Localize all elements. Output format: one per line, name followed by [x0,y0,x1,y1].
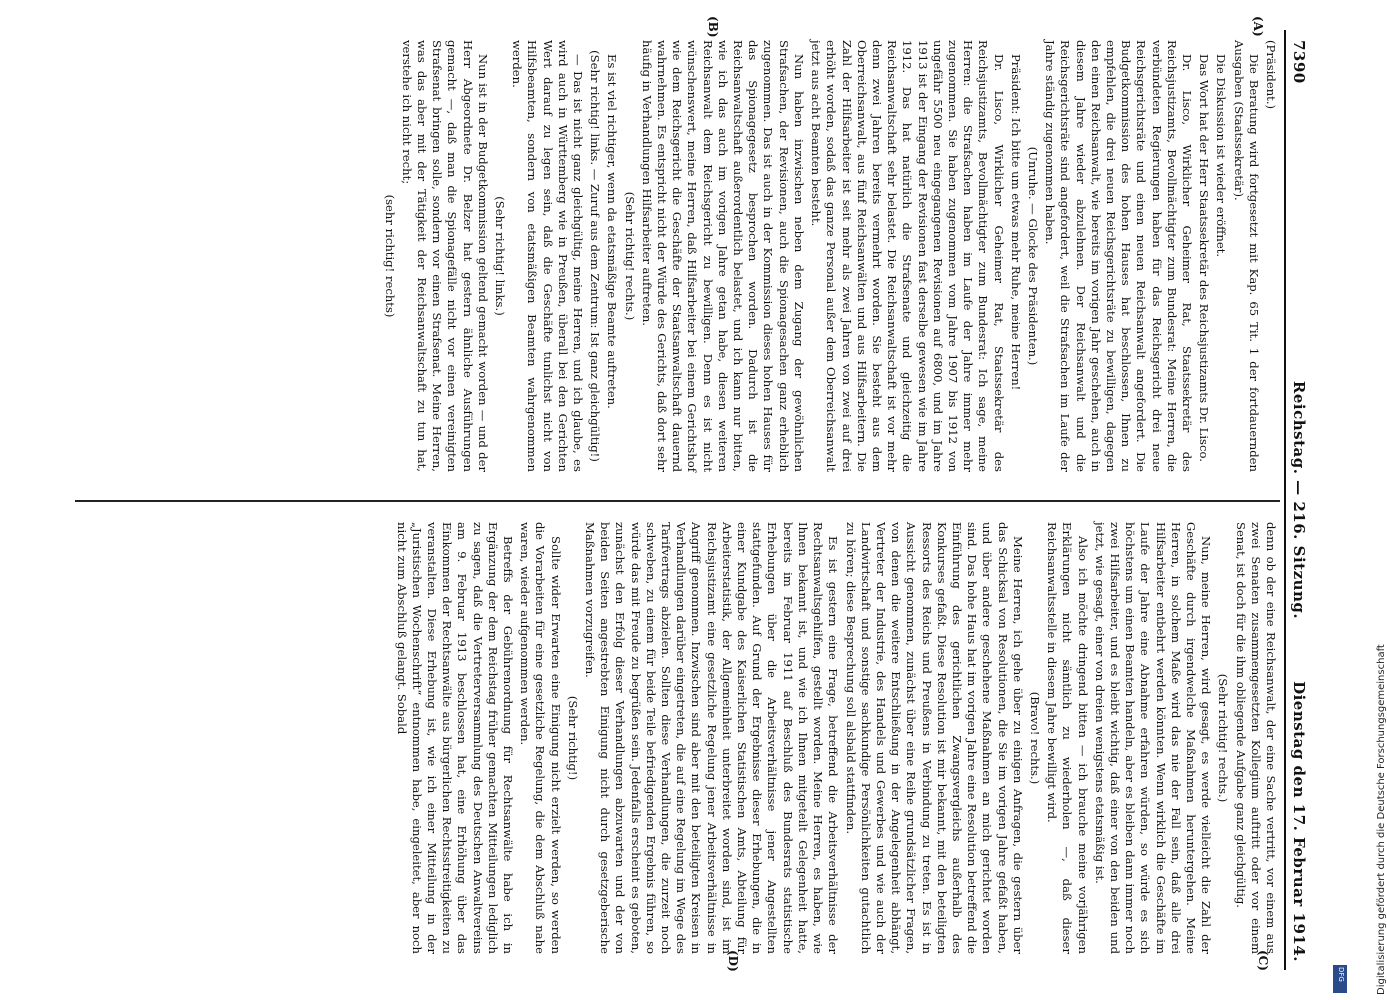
paragraph: denn ob der eine Reichsanwalt, der eine Sache vertritt, vor einem aus zwei Senaten zusammengesetzten Kollegium auftritt oder vor einem Senat, ist doch für die ihm obliegende Aufgabe ganz gleichgültig. [1233,522,1278,954]
paragraph: Nun ist in der Budgetkommission geltend gemacht worden — und der Herr Abgeordnete Dr. Belzer hat gestern ähnliche Ausführungen gemacht —, daß man die Spionagefälle nicht vor einen vereinigten Strafsenat bringen solle, sondern vor einen Strafsenat. Meine Herren, was das aber mit der Tätigkeit der Reichsanwaltschaft zu tun hat, verstehe ich nicht recht; [399,40,490,472]
session-title: Reichstag. — 216. Sitzung. [1290,380,1308,620]
paragraph: (Sehr richtig!) [565,695,580,781]
page-header [1288,30,1310,970]
session-date: Dienstag den 17. Februar 1914. [1290,681,1308,962]
margin-letter-a: (A) [1251,16,1265,37]
paragraph: Also ich möchte dringend bitten — ich brauche meine vorjährigen Erklärungen nicht sämtlich zu wiederholen —, daß dieser Reichsanwaltsstelle in diesem Jahre bewilligt wird. [1045,522,1090,954]
paragraph: Die Beratung wird fortgesetzt mit Kap. 65 Tit. 1 der fortdauernden Ausgaben (Staatssekretär). [1231,40,1261,472]
document-page [70,16,1310,972]
paragraph: Das Wort hat der Herr Staatssekretär des Reichsjustizamts Dr. Lisco. [1197,54,1212,462]
paragraph: Meine Herren, ich gehe über zu einigen Anfragen, die gestern über das Schicksal von Resolutionen, die Sie im vorigen Jahre gefaßt haben, und über andere geschehene Maßnahmen an mich gerichtet worden sind. Das hohe Haus hat im vorigen Jahre eine Resolution betreffend die Einführung des gerichtlichen Zwangsvergleichs außerhalb des Konkurses gefaßt. Diese Resolution ist mir bekannt, mit den beteiligten Ressorts des Reichs und Preußens in Verbindung zu treten. Es ist in Aussicht genommen, zunächst über eine Reihe grundsätzlicher Fragen, von denen die weitere Entschließung in der Angelegenheit abhängt, Vertreter der Industrie, des Handels und Gewerbes und wie auch der Landwirtschaft und sonstige sachkundige Persönlichkeiten gutachtlich zu hören; diese Besprechung soll alsbald stattfinden. [843,522,1025,954]
paragraph: Betreffs der Gebührenordnung für Rechtsanwälte habe ich in Ergänzung der dem Reichstag früher gemachten Mitteilungen lediglich zu sagen, daß die Vertreterversammlung des Deutschen Anwaltvereins am 9. Februar 1913 beschlossen hat, eine Erhöhung über das Einkommen der Rechtsanwälte aus bürgerlichen Rechtsstreitigkeiten zu veranstalten. Diese Erhebung ist, wie ich einer Mitteilung in der „Juristischen Wochenschrift“ entnommen habe, eingeleitet, aber noch nicht zum Abschluß gelangt. Sobald [394,522,516,954]
margin-letter-b: (B) [706,16,720,38]
left-text-column [78,40,1278,472]
digitization-credit: Digitalisierung gefördert durch die Deutsche Forschungsgemeinschaft [1376,644,1387,995]
paragraph: — Das ist nicht ganz gleichgültig, meine Herren, und ich glaube, es wird auch in Württemberg wie in Preußen, überall bei den Gerichten Wert darauf zu legen sein, daß die Geschäfte tunlichst nicht von Hilfsbeamten, sondern von etatsmäßigen Beamten wahrgenommen werden. [510,40,586,472]
digitization-note [1328,0,1387,1000]
right-text-column [78,522,1278,954]
dfg-logo-text: DFG [1337,967,1345,982]
header-rule [1284,30,1286,970]
page-number: 7390 [1290,40,1308,84]
paragraph: (Sehr richtig! rechts.) [622,191,637,321]
paragraph: (Präsident.) [1264,40,1278,110]
paragraph: (Bravo! rechts.) [1027,691,1042,785]
paragraph: (Sehr richtig! rechts.) [1216,673,1231,803]
paragraph: (Sehr richtig! links. — Zuruf aus dem Zentrum: Ist ganz gleichgültig!) [588,50,603,462]
paragraph: Es ist gestern eine Frage, betreffend die Arbeitsverhältnisse der Rechtsanwaltsgehilfen, gestellt worden. Meine Herren, es haben, wie Ihnen bekannt ist, und wie ich Ihnen mitgeteilt Gelegenheit hatte, bereits im Februar 1911 auf Beschluß des Bundesrats statistische Erhebungen über die Arbeitsverhältnisse jener Angestellten stattgefunden. Auf Grund der Ergebnisse dieser Erhebungen, die in einer Kundgabe des Kaiserlichen Statistischen Amts, Abteilung für Arbeiterstatistik, der Allgemeinheit unterbreitet worden sind, ist im Reichsjustizamt eine gesetzliche Regelung jener Arbeitsverhältnisse in Angriff genommen. Inzwischen sind aber mit den beteiligten Kreisen in Verhandlungen darüber eingetreten, die auf eine Regelung im Wege des Tarifvertrags abzielen. Sollten diese Verhandlungen, die zurzeit noch schweben, zu einem für beide Teile befriedigenden Ergebnis führen, so würde das mit Freude zu begrüßen sein. Jedenfalls erscheint es geboten, zunächst den Erfolg dieser Verhandlungen abzuwarten und der von beiden Seiten angestrebten Einigung nicht durch gesetzgeberische Maßnahmen vorzugreifen. [583,522,841,954]
paragraph: Nun, meine Herren, wird gesagt, es werde vielleicht die Zahl der Geschäfte durch irgendwelche Maßnahmen heruntergehen. Meine Herren, in solchem Maße wird das nie der Fall sein, daß alle drei Hilfsarbeiter entbehrt werden könnten. Wenn wirklich die Geschäfte im Laufe der Jahre eine Abnahme erfahren würden, so würde es sich höchstens um einen Beamten handeln, aber es bleiben dann immer noch zwei Hilfsarbeiter, und es bleibt wichtig, daß einer von den beiden und jetzt, wie gesagt, einer von dreien wenigstens etatsmäßig ist. [1092,522,1214,954]
paragraph: Die Diskussion ist wieder eröffnet. [1214,54,1229,258]
margin-letter-c: (C) [1256,950,1270,971]
paragraph: (Unruhe. — Glocke des Präsidenten.) [1025,146,1040,366]
paragraph: Sollte wider Erwarten eine Einigung nicht erzielt werden, so werden die Vorarbeiten für eine gesetzliche Regelung, die dem Abschluß nahe waren, wieder aufgenommen werden. [518,522,563,954]
paragraph: Nun haben inzwischen neben dem Zugang der gewöhnlichen Strafsachen, der Revisionen, auch die Spionagesachen ganz erheblich zugenommen. Das ist auch in der Kommission dieses hohen Hauses für das Spionagegesetz besprochen worden. Dadurch ist die Reichsanwaltschaft außerordentlich belastet, und ich kann nur bitten, wie ich das auch im vorigen Jahre getan habe, diesen weiteren Reichsanwalt dem Reichsgericht zu bewilligen. Denn es ist nicht wünschenswert, meine Herren, daß Hilfsarbeiter bei einem Gerichtshof wie dem Reichsgericht die Geschäfte der Staatsanwaltschaft dauernd wahrnehmen. Es entspricht nicht der Würde des Gerichts, daß dort sehr häufig in Verhandlungen Hilfsarbeiter auftreten. [639,40,806,472]
paragraph: Dr. Lisco, Wirklicher Geheimer Rat, Staatssekretär des Reichsjustizamts, Bevollmächtigter zum Bundesrat: Ich sage, meine Herren: die Strafsachen haben im Laufe der Jahre immer mehr zugenommen. Sie haben zugenommen vom Jahre 1907 bis 1912 von ungefähr 5500 neu eingegangenen Revisionen auf 6800, und im Jahre 1913 ist der Eingang der Revisionen fast derselbe gewesen wie im Jahre 1912. Das hat natürlich die Strafsenate und gleichzeitig die Reichsanwaltschaft sehr belastet. Die Reichsanwaltschaft ist vor mehr denn zwei Jahren bereits vermehrt worden. Sie besteht aus dem Oberreichsanwalt, aus fünf Reichsanwälten und aus Hilfsarbeitern. Die Zahl der Hilfsarbeiter ist seit mehr als zwei Jahren von zwei auf drei erhöht worden, sodaß das ganze Personal außer dem Oberreichsanwalt jetzt aus acht Beamten besteht. [809,40,1006,472]
rotated-page-scan [70,16,1310,972]
paragraph: (Sehr richtig! links.) [493,196,508,316]
paragraph: Dr. Lisco, Wirklicher Geheimer Rat, Staatssekretär des Reichsjustizamts, Bevollmächtigter zum Bundesrat: Meine Herren, die verbündeten Regierungen haben für das Reichsgericht drei neue Reichsgerichtsräte und einen neuen Reichsanwalt angefordert. Die Budgetkommission des hohen Hauses hat beschlossen, Ihnen zu empfehlen, die drei neuen Reichsgerichtsräte zu bewilligen, dagegen den einen Reichsanwalt, wie bereits im vorigen Jahr geschehen, auch in diesem Jahre wieder abzulehnen. Der Reichsanwalt und die Reichsgerichtsräte sind angefordert, weil die Strafsachen im Laufe der Jahre ständig zugenommen haben. [1043,40,1194,472]
paragraph: Präsident: Ich bitte um etwas mehr Ruhe, meine Herren! [1008,54,1023,391]
column-divider [75,500,1280,502]
margin-letter-d: (D) [726,950,740,972]
paragraph: Es ist viel richtiger, wenn da etatsmäßige Beamte auftreten. [605,54,620,409]
dfg-logo [1333,965,1347,993]
paragraph: (sehr richtig! rechts) [382,194,397,318]
